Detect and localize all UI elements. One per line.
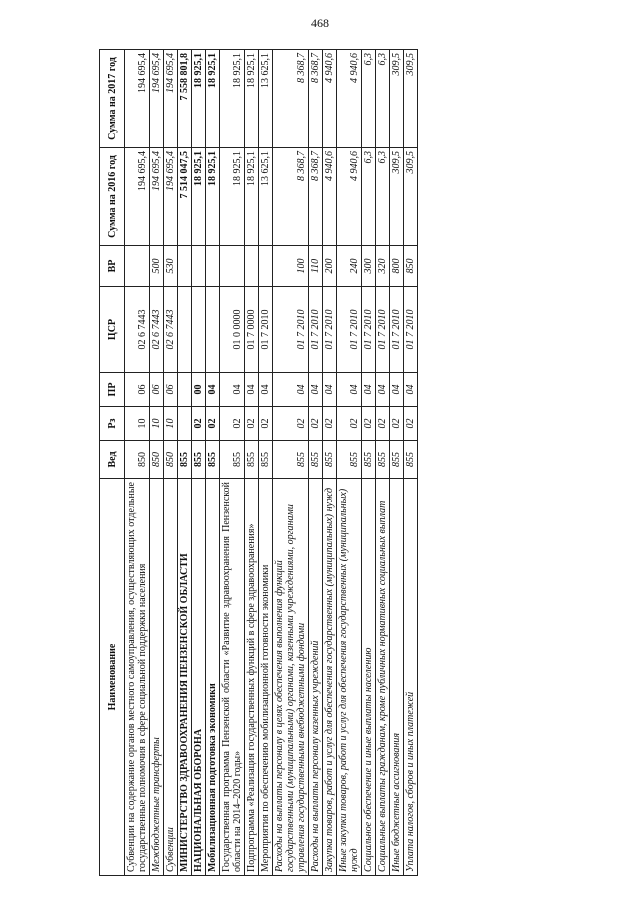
cell-name: Субвенции xyxy=(164,479,178,876)
cell-pr: 04 xyxy=(259,373,273,407)
cell-pr: 04 xyxy=(337,373,362,407)
cell-ved: 850 xyxy=(150,441,164,479)
header-rz: Рз xyxy=(100,407,125,441)
header-sum-2016: Сумма на 2016 год xyxy=(100,148,125,246)
cell-pr: 06 xyxy=(150,373,164,407)
cell-rz: 02 xyxy=(273,407,309,441)
table-row xyxy=(150,50,164,876)
cell-ved: 855 xyxy=(273,441,309,479)
cell-sum-2017: 4 940,6 xyxy=(323,50,337,148)
cell-name: Социальное обеспечение и иные выплаты населению xyxy=(362,479,376,876)
header-pr: ПР xyxy=(100,373,125,407)
cell-ved: 855 xyxy=(323,441,337,479)
cell-vr xyxy=(192,246,206,287)
table-row xyxy=(192,50,206,876)
cell-sum-2016: 18 925,1 xyxy=(245,148,259,246)
cell-ved: 855 xyxy=(178,441,192,479)
cell-ved: 855 xyxy=(404,441,418,479)
cell-sum-2016: 4 940,6 xyxy=(323,148,337,246)
cell-name: Расходы на выплаты персоналу в целях обеспечения выполнения функций государственными (муниципальными) органами, казенными учреждениями, органами управления государственными внебюджетными фондами xyxy=(273,479,309,876)
cell-csr: 01 7 0000 xyxy=(245,287,259,373)
cell-sum-2016: 309,5 xyxy=(390,148,404,246)
cell-sum-2016: 13 625,1 xyxy=(259,148,273,246)
cell-sum-2017: 4 940,6 xyxy=(337,50,362,148)
cell-vr xyxy=(125,246,150,287)
cell-sum-2016: 309,5 xyxy=(404,148,418,246)
cell-rz: 02 xyxy=(390,407,404,441)
table-row xyxy=(164,50,178,876)
cell-csr: 01 7 2010 xyxy=(376,287,390,373)
cell-pr: 04 xyxy=(362,373,376,407)
table-row xyxy=(220,50,245,876)
cell-sum-2016: 7 514 047,5 xyxy=(178,148,192,246)
cell-sum-2017: 8 368,7 xyxy=(273,50,309,148)
cell-rz: 02 xyxy=(323,407,337,441)
cell-sum-2016: 18 925,1 xyxy=(220,148,245,246)
cell-pr: 06 xyxy=(125,373,150,407)
cell-name: Субвенции на содержание органов местного самоуправления, осуществляющих отдельные государственные полномочия в сфере социальной поддержки населения xyxy=(125,479,150,876)
cell-rz: 02 xyxy=(220,407,245,441)
cell-name: Межбюджетные трансферты xyxy=(150,479,164,876)
cell-csr: 01 7 2010 xyxy=(337,287,362,373)
cell-name: Закупка товаров, работ и услуг для обеспечения государственных (муниципальных) нужд xyxy=(323,479,337,876)
cell-name: Расходы на выплаты персоналу казенных учреждений xyxy=(309,479,323,876)
cell-sum-2016: 4 940,6 xyxy=(337,148,362,246)
cell-ved: 855 xyxy=(220,441,245,479)
cell-rz: 02 xyxy=(337,407,362,441)
cell-csr: 01 7 2010 xyxy=(309,287,323,373)
cell-ved: 855 xyxy=(390,441,404,479)
cell-ved: 855 xyxy=(259,441,273,479)
cell-vr xyxy=(178,246,192,287)
cell-csr: 02 6 7443 xyxy=(150,287,164,373)
cell-ved: 855 xyxy=(376,441,390,479)
cell-sum-2016: 194 695,4 xyxy=(164,148,178,246)
cell-ved: 850 xyxy=(164,441,178,479)
cell-sum-2017: 7 558 801,8 xyxy=(178,50,192,148)
budget-table xyxy=(99,49,418,876)
cell-csr: 01 7 2010 xyxy=(259,287,273,373)
cell-sum-2017: 6,3 xyxy=(376,50,390,148)
cell-vr: 530 xyxy=(164,246,178,287)
cell-csr: 01 7 2010 xyxy=(362,287,376,373)
cell-csr xyxy=(178,287,192,373)
cell-sum-2016: 18 925,1 xyxy=(206,148,220,246)
cell-name: Государственная программа Пензенской области «Развитие здравоохранения Пензенской области на 2014–2020 годы» xyxy=(220,479,245,876)
cell-sum-2016: 194 695,4 xyxy=(125,148,150,246)
cell-pr: 00 xyxy=(192,373,206,407)
cell-pr: 04 xyxy=(390,373,404,407)
cell-vr: 320 xyxy=(376,246,390,287)
rotated-table-container xyxy=(99,50,555,876)
table-row xyxy=(178,50,192,876)
cell-sum-2017: 18 925,1 xyxy=(192,50,206,148)
table-row xyxy=(362,50,376,876)
cell-sum-2016: 194 695,4 xyxy=(150,148,164,246)
table-row xyxy=(390,50,404,876)
cell-vr: 240 xyxy=(337,246,362,287)
cell-rz: 02 xyxy=(245,407,259,441)
cell-csr: 01 7 2010 xyxy=(323,287,337,373)
cell-csr: 02 6 7443 xyxy=(125,287,150,373)
cell-rz xyxy=(178,407,192,441)
cell-csr: 01 7 2010 xyxy=(390,287,404,373)
cell-pr: 04 xyxy=(245,373,259,407)
cell-ved: 855 xyxy=(245,441,259,479)
cell-vr xyxy=(259,246,273,287)
cell-vr xyxy=(220,246,245,287)
cell-vr: 110 xyxy=(309,246,323,287)
header-name: Наименование xyxy=(100,479,125,876)
cell-pr: 04 xyxy=(220,373,245,407)
cell-rz: 02 xyxy=(404,407,418,441)
cell-sum-2017: 18 925,1 xyxy=(245,50,259,148)
cell-name: Мобилизационная подготовка экономики xyxy=(206,479,220,876)
table-row xyxy=(259,50,273,876)
table-row xyxy=(273,50,309,876)
cell-vr: 850 xyxy=(404,246,418,287)
cell-vr: 300 xyxy=(362,246,376,287)
cell-sum-2017: 6,3 xyxy=(362,50,376,148)
cell-sum-2017: 18 925,1 xyxy=(206,50,220,148)
cell-pr: 04 xyxy=(309,373,323,407)
cell-name: НАЦИОНАЛЬНАЯ ОБОРОНА xyxy=(192,479,206,876)
cell-rz: 02 xyxy=(192,407,206,441)
cell-rz: 10 xyxy=(150,407,164,441)
cell-vr xyxy=(245,246,259,287)
cell-sum-2017: 194 695,4 xyxy=(164,50,178,148)
header-ved: Вед xyxy=(100,441,125,479)
cell-sum-2017: 194 695,4 xyxy=(125,50,150,148)
cell-sum-2017: 194 695,4 xyxy=(150,50,164,148)
page-number: 468 xyxy=(311,16,329,30)
cell-name: Иные закупки товаров, работ и услуг для обеспечения государственных (муниципальных) нужд xyxy=(337,479,362,876)
cell-pr: 04 xyxy=(323,373,337,407)
cell-sum-2016: 8 368,7 xyxy=(273,148,309,246)
cell-ved: 855 xyxy=(309,441,323,479)
table-row xyxy=(206,50,220,876)
table-row xyxy=(309,50,323,876)
cell-vr xyxy=(206,246,220,287)
cell-csr: 01 7 2010 xyxy=(404,287,418,373)
header-sum-2017: Сумма на 2017 год xyxy=(100,50,125,148)
cell-pr: 04 xyxy=(404,373,418,407)
cell-sum-2016: 6,3 xyxy=(376,148,390,246)
header-vr: ВР xyxy=(100,246,125,287)
table-row xyxy=(337,50,362,876)
cell-vr: 100 xyxy=(273,246,309,287)
cell-ved: 855 xyxy=(192,441,206,479)
cell-sum-2016: 6,3 xyxy=(362,148,376,246)
cell-name: Уплата налогов, сборов и иных платежей xyxy=(404,479,418,876)
cell-pr: 04 xyxy=(376,373,390,407)
cell-sum-2017: 8 368,7 xyxy=(309,50,323,148)
cell-rz: 02 xyxy=(259,407,273,441)
cell-name: Иные бюджетные ассигнования xyxy=(390,479,404,876)
cell-csr: 01 7 2010 xyxy=(273,287,309,373)
cell-rz: 02 xyxy=(206,407,220,441)
cell-ved: 855 xyxy=(206,441,220,479)
table-row xyxy=(376,50,390,876)
cell-sum-2017: 309,5 xyxy=(390,50,404,148)
header-csr: ЦСР xyxy=(100,287,125,373)
cell-pr: 04 xyxy=(273,373,309,407)
cell-pr: 06 xyxy=(164,373,178,407)
cell-rz: 02 xyxy=(362,407,376,441)
cell-sum-2017: 13 625,1 xyxy=(259,50,273,148)
cell-name: Мероприятия по обеспечению мобилизационной готовности экономики xyxy=(259,479,273,876)
cell-csr: 02 6 7443 xyxy=(164,287,178,373)
cell-sum-2016: 18 925,1 xyxy=(192,148,206,246)
cell-ved: 855 xyxy=(362,441,376,479)
cell-vr: 800 xyxy=(390,246,404,287)
cell-name: Социальные выплаты гражданам, кроме публичных нормативных социальных выплат xyxy=(376,479,390,876)
cell-rz: 02 xyxy=(376,407,390,441)
cell-pr: 04 xyxy=(206,373,220,407)
table-row xyxy=(323,50,337,876)
cell-ved: 855 xyxy=(337,441,362,479)
cell-rz: 10 xyxy=(164,407,178,441)
cell-pr xyxy=(178,373,192,407)
table-row xyxy=(404,50,418,876)
table-row xyxy=(125,50,150,876)
cell-rz: 02 xyxy=(309,407,323,441)
cell-ved: 850 xyxy=(125,441,150,479)
table-body xyxy=(125,50,418,876)
cell-rz: 10 xyxy=(125,407,150,441)
table-header-row xyxy=(100,50,125,876)
cell-vr: 500 xyxy=(150,246,164,287)
cell-csr: 01 0 0000 xyxy=(220,287,245,373)
cell-csr xyxy=(206,287,220,373)
cell-name: Подпрограмма «Реализация государственных функций в сфере здравоохранения» xyxy=(245,479,259,876)
cell-csr xyxy=(192,287,206,373)
cell-name: МИНИСТЕРСТВО ЗДРАВООХРАНЕНИЯ ПЕНЗЕНСКОЙ ОБЛАСТИ xyxy=(178,479,192,876)
cell-sum-2017: 18 925,1 xyxy=(220,50,245,148)
cell-sum-2017: 309,5 xyxy=(404,50,418,148)
cell-sum-2016: 8 368,7 xyxy=(309,148,323,246)
cell-vr: 200 xyxy=(323,246,337,287)
table-row xyxy=(245,50,259,876)
